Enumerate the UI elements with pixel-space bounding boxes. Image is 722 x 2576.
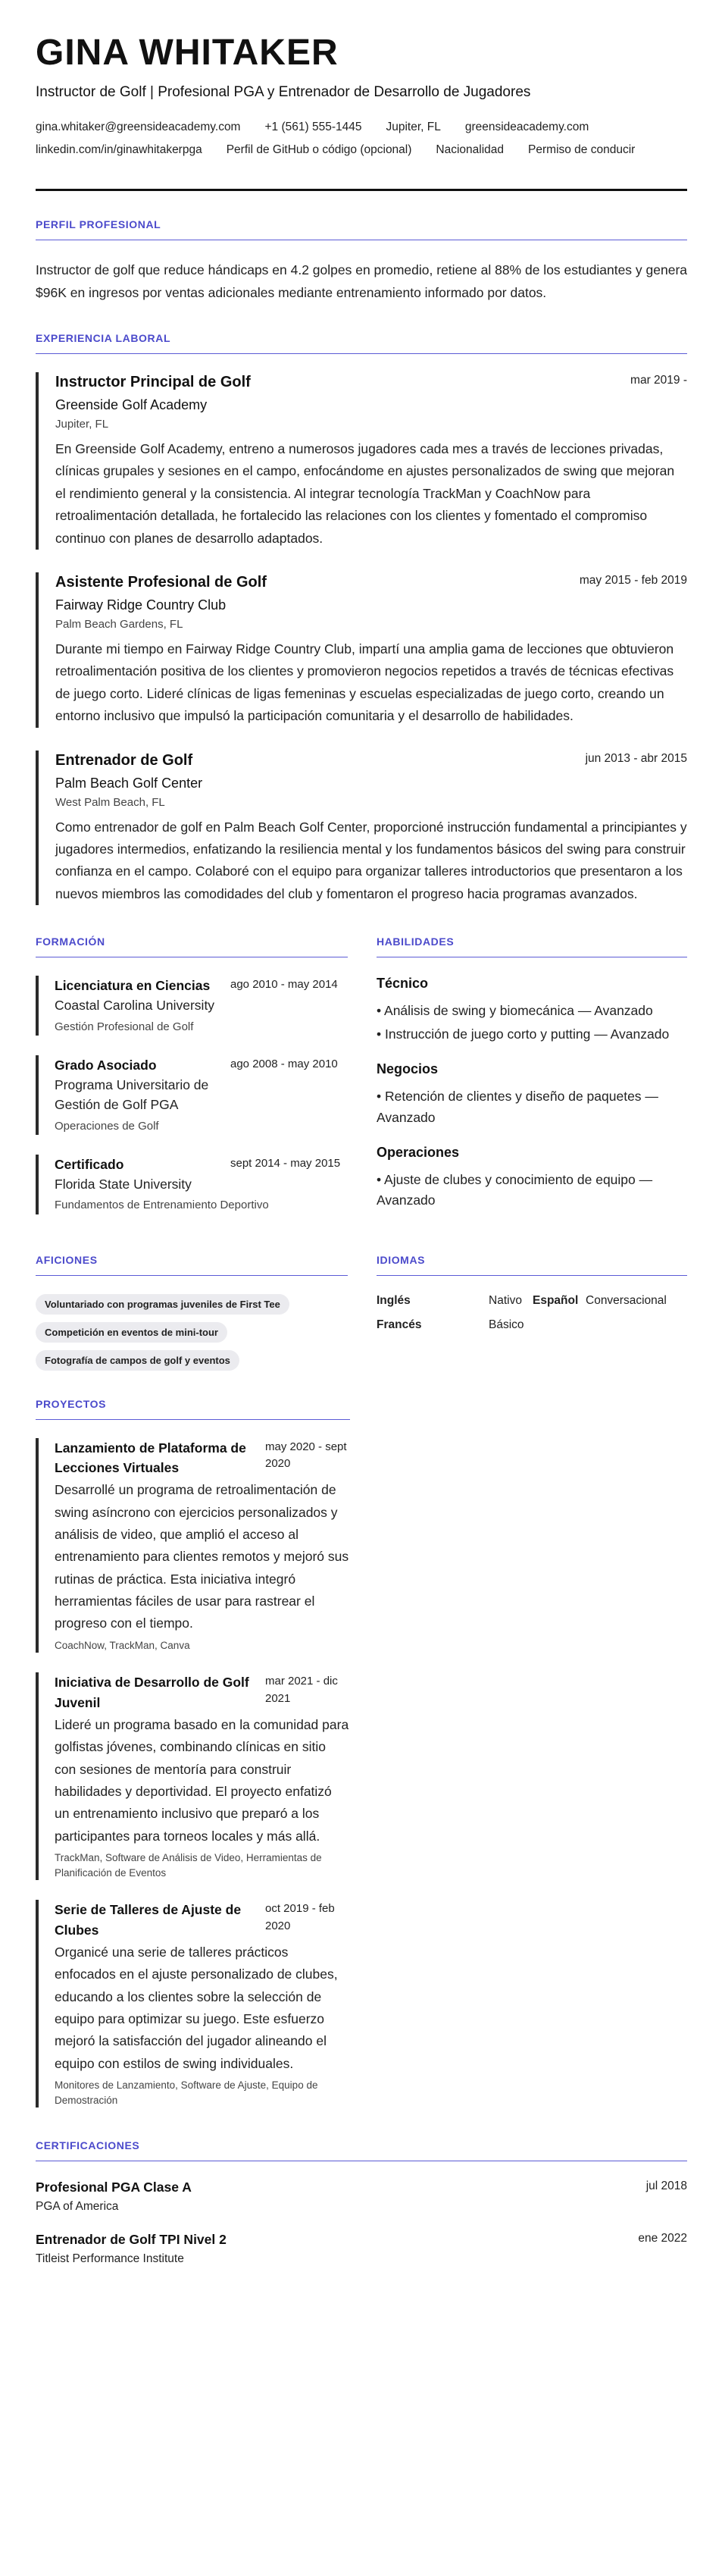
candidate-headline: Instructor de Golf | Profesional PGA y Entrenador de Desarrollo de Jugadores [36,83,531,100]
skill-category: Negocios [377,1061,439,1077]
language-level: Nativo [489,1293,522,1307]
job-company: Palm Beach Golf Center [55,775,203,791]
contact-phone[interactable]: +1 (561) 555-1445 [264,120,362,133]
certification-date: ene 2022 [638,2232,687,2245]
education-field: Fundamentos de Entrenamiento Deportivo [55,1199,269,1212]
section-title: PERFIL PROFESIONAL [36,218,687,240]
education-field: Gestión Profesional de Golf [55,1020,194,1033]
job-title: Asistente Profesional de Golf [55,574,267,591]
skill-item: • Instrucción de juego corto y putting — Avanzado [377,1026,670,1042]
language-level: Conversacional [586,1293,667,1307]
project-tech: TrackMan, Software de Análisis de Video, Herramientas de Planificación de Eventos [55,1852,322,1879]
skill-item: • Retención de clientes y diseño de paquetes — Avanzado [377,1089,658,1125]
language-row [377,1294,687,1308]
education-date: ago 2008 - may 2010 [230,1057,338,1070]
contact-email[interactable]: gina.whitaker@greensideacademy.com [36,120,241,133]
certification-name: Entrenador de Golf TPI Nivel 2 [36,2232,227,2248]
job-company: Greenside Golf Academy [55,397,208,413]
certification-name: Profesional PGA Clase A [36,2180,192,2195]
education-degree: Licenciatura en Ciencias [55,978,211,994]
summary-section [36,218,687,305]
education-field: Operaciones de Golf [55,1119,159,1133]
education-institution: Coastal Carolina University [55,998,215,1014]
contact-github[interactable]: Perfil de GitHub o código (opcional) [226,143,412,156]
skill-group [377,1145,687,1211]
skills-section [377,935,687,1234]
education-section [36,935,348,1234]
project-tech: CoachNow, TrackMan, Canva [55,1639,190,1651]
education-date: ago 2010 - may 2014 [230,978,338,992]
job-description: En Greenside Golf Academy, entreno a numerosos jugadores cada mes a través de lecciones privadas, clínicas grupales y sesiones en el campo, enfocándome en ajustes personalizados de swing que mejoran el rendimiento general y la consistencia. Al integrar tecnología TrackMan y CoachNow para retroalimentación detallada, he fortalecido las relaciones con los clientes y fomentado el compromiso continuo con planes de desarrollo adaptados. [55,441,675,546]
project-entry [36,1438,350,1653]
education-skills-row [36,935,687,1234]
education-entry [36,976,348,1036]
job-title: Entrenador de Golf [55,751,193,769]
project-description: Lideré un programa basado en la comunidad para golfistas jóvenes, combinando clínicas en sitio con sesiones de mentoría para construir habilidades y deportividad. El proyecto enfatizó un entrenamiento inclusivo que preparó a los participantes para torneos locales y más allá. [55,1716,349,1844]
certifications-section [36,2139,687,2266]
job-date: may 2015 - feb 2019 [579,574,687,587]
project-date: mar 2021 - dic 2021 [265,1675,338,1705]
contact-nationality: Nacionalidad [436,143,505,156]
contact-location: Jupiter, FL [386,120,441,133]
resume-header [36,33,687,191]
skill-item: • Ajuste de clubes y conocimiento de equipo — Avanzado [377,1171,653,1208]
section-title: HABILIDADES [377,935,687,957]
project-description: Organicé una serie de talleres prácticos enfocados en el ajuste personalizado de clubes, educando a los clientes sobre la selección de equipo para optimizar su juego. Este esfuerzo mejoró la satisfacción del jugador alineando el equipo con estilos de swing individuales. [55,1944,338,2071]
job-title: Instructor Principal de Golf [55,374,251,391]
certification-issuer: Titleist Performance Institute [36,2252,184,2266]
language-name: Francés [377,1318,422,1331]
job-location: Jupiter, FL [55,418,109,431]
project-title: Serie de Talleres de Ajuste de Clubes [55,1902,242,1938]
hobby-list [36,1294,348,1371]
section-title: EXPERIENCIA LABORAL [36,332,687,354]
project-entry [36,1672,350,1880]
section-title: PROYECTOS [36,1398,350,1420]
projects-section [36,1398,350,2128]
language-name: Inglés [377,1293,411,1307]
skill-category: Técnico [377,976,429,992]
language-row [377,1318,687,1332]
hobbies-languages-row [36,1254,687,1398]
candidate-name: GINA WHITAKER [36,33,339,73]
hobby-tag: Competición en eventos de mini-tour [36,1322,227,1343]
language-level: Básico [489,1318,524,1331]
contact-linkedin[interactable]: linkedin.com/in/ginawhitakerpga [36,143,202,156]
certification-issuer: PGA of America [36,2200,119,2214]
header-divider [36,189,687,191]
contact-info [36,121,687,157]
certification-entry [36,2232,687,2266]
job-date: jun 2013 - abr 2015 [585,751,687,765]
education-date: sept 2014 - may 2015 [230,1156,341,1170]
education-entry [36,1155,348,1214]
skill-group [377,1061,687,1127]
experience-section [36,332,687,905]
education-institution: Florida State University [55,1177,192,1192]
contact-driving-license: Permiso de conducir [528,143,636,156]
hobbies-section [36,1254,348,1398]
project-date: oct 2019 - feb 2020 [265,1902,335,1932]
job-location: West Palm Beach, FL [55,795,165,809]
education-degree: Grado Asociado [55,1057,157,1073]
job-company: Fairway Ridge Country Club [55,597,227,613]
section-title: CERTIFICACIONES [36,2139,687,2161]
job-entry [36,751,687,906]
skill-item: • Análisis de swing y biomecánica — Avanzado [377,1003,653,1019]
job-entry [36,572,687,728]
hobby-tag: Fotografía de campos de golf y eventos [36,1350,239,1371]
job-description: Como entrenador de golf en Palm Beach Golf Center, proporcioné instrucción fundamental a principiantes y jugadores intermedios, enfatizando la resiliencia mental y los fundamentos básicos del swing para construir confianza en el campo. Colaboré con el equipo para organizar talleres introductorios que presentaron a los nuevos miembros las comodidades del club y fomentaron el progreso hacia programas avanzados. [55,819,687,901]
certification-date: jul 2018 [645,2180,687,2193]
section-title: AFICIONES [36,1254,348,1276]
project-title: Iniciativa de Desarrollo de Golf Juvenil [55,1675,249,1710]
project-date: may 2020 - sept 2020 [265,1440,347,1471]
job-location: Palm Beach Gardens, FL [55,618,183,631]
education-entry [36,1055,348,1135]
skill-category: Operaciones [377,1144,460,1160]
education-degree: Certificado [55,1156,124,1172]
job-entry [36,372,687,550]
certification-entry [36,2180,687,2214]
section-title: IDIOMAS [377,1254,687,1276]
projects-row [36,1398,687,2128]
job-date: mar 2019 - [630,374,687,387]
education-institution: Programa Universitario de Gestión de Golf PGA [55,1077,209,1113]
job-description: Durante mi tiempo en Fairway Ridge Country Club, impartí una amplia gama de lecciones que obtuvieron retroalimentación positiva de los clientes y promovieron negocios repetidos a través de técnicas efectivas de juego corto. Lideré clínicas de ligas femeninas y escuelas especializadas de juego corto, creando un entorno inclusivo que impulsó la participación comunitaria y el desarrollo de habilidades. [55,641,674,724]
language-name: Español [533,1293,579,1307]
hobby-tag: Voluntariado con programas juveniles de First Tee [36,1294,289,1315]
contact-website[interactable]: greensideacademy.com [464,120,589,133]
project-description: Desarrollé un programa de retroalimentación de swing asíncrono con ejercicios personalizados y análisis de video, que amplió el acceso al entrenamiento para clientes remotos y mejoró sus rutinas de práctica. Esta iniciativa integró herramientas fáciles de usar para rastrear el progreso con el tiempo. [55,1482,349,1631]
project-title: Lanzamiento de Plataforma de Lecciones Virtuales [55,1440,246,1475]
project-entry [36,1900,350,2107]
project-tech: Monitores de Lanzamiento, Software de Ajuste, Equipo de Demostración [55,2079,318,2106]
languages-section [377,1254,687,1398]
summary-text: Instructor de golf que reduce hándicaps en 4.2 golpes en promedio, retiene al 88% de los estudiantes y genera $96K en ingresos por ventas adicionales mediante entrenamiento informado por datos. [36,262,688,301]
section-title: FORMACIÓN [36,935,348,957]
skill-group [377,976,687,1045]
